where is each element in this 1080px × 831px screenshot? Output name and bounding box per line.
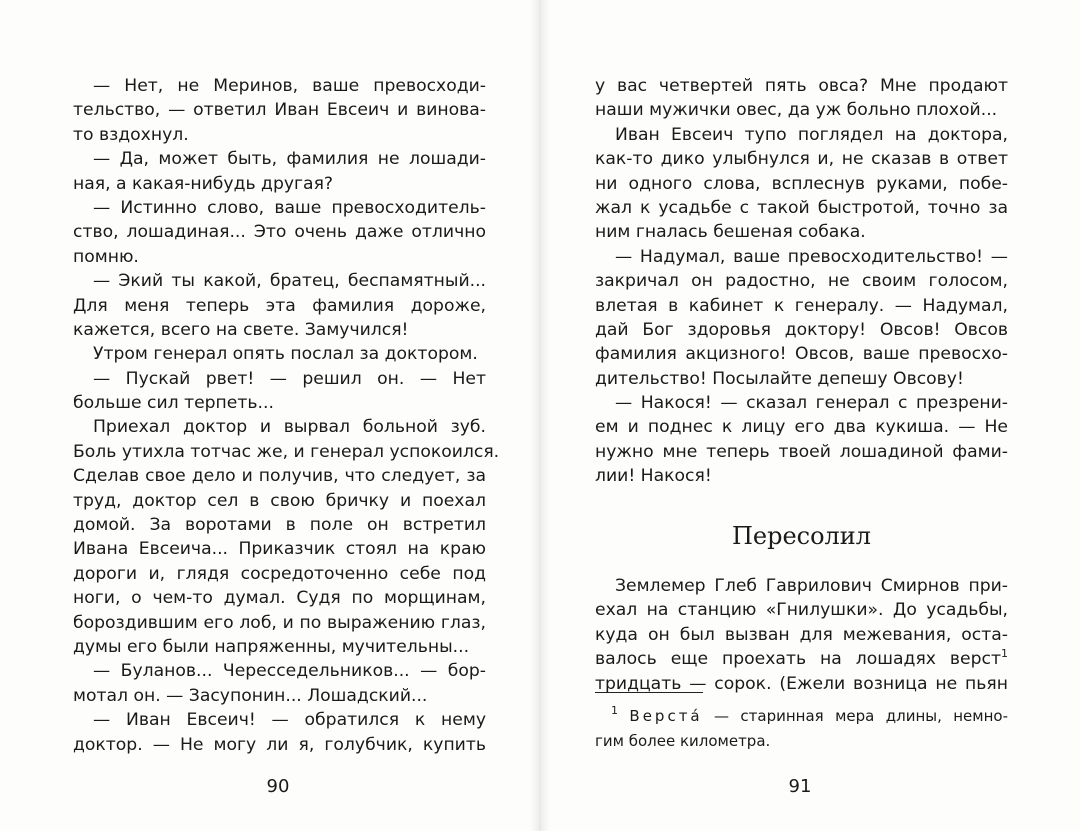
text-line: мотал он. — Засупонин... Лошадский... — [73, 685, 428, 706]
right-page — [540, 0, 1080, 831]
text-line: Сделав свое дело и получив, что следует, за — [73, 466, 486, 487]
text-line: больше сил терпеть... — [73, 393, 274, 414]
text-line: помню. — [73, 246, 139, 267]
text-line: как-то дико улыбнулся и, не сказав в ответ — [595, 149, 1008, 170]
text-line: бороздившим его лоб, и по выражению глаз, — [73, 612, 486, 633]
text-line: тридцать — сорок. (Ежели возница не пьян — [595, 673, 1008, 694]
text-line: ство, лошадиная... Это очень даже отлично — [73, 222, 486, 243]
footnote — [595, 704, 1008, 753]
footnote-text: — старинная мера длины, немно- — [702, 707, 1008, 725]
text-line: жал к усадьбе с такой быстротой, точно за — [595, 197, 1008, 218]
text-line: — Пускай рвет! — решил он. — Нет — [93, 368, 486, 389]
chapter-opening-text — [595, 574, 1008, 696]
text-line: влетая в кабинет к генералу. — Надумал, — [595, 295, 1008, 316]
page-number-right: 91 — [788, 776, 812, 797]
text-line: дороги и, глядя сосредоточенно себе под — [73, 563, 486, 584]
chapter-title: Пересолил — [731, 522, 872, 550]
text-line: домой. За воротами в поле он встретил — [73, 515, 486, 536]
text-line: Приехал доктор и вырвал больной зуб. — [93, 417, 486, 438]
footnote-divider — [595, 692, 703, 693]
text-line: Ивана Евсеича... Приказчик стоял на краю — [73, 539, 486, 560]
text-line: фамилия акцизного! Овсов, ваше превосхо- — [595, 344, 1008, 365]
text-line: у вас четвертей пять овса? Мне продают — [595, 76, 1008, 96]
text-line: — Истинно слово, ваше превосходитель- — [93, 197, 486, 218]
footnote-line — [595, 704, 1008, 729]
footnote-term: Верста́ — [629, 707, 703, 725]
text-line: дай Бог здоровья доктору! Овсов! Овсов — [595, 319, 1008, 340]
text-line: куда он был вызван для межевания, оста- — [595, 624, 1008, 645]
left-page-text — [73, 74, 500, 757]
text-line: ни одного слова, всплеснув руками, побе- — [595, 173, 1008, 194]
text-line: то вздохнул. — [73, 124, 189, 145]
text-line-with-footnote — [595, 647, 1008, 671]
text-line: ная, а какая-нибудь другая? — [73, 173, 334, 194]
text-line: — Нет, не Меринов, ваше превосходи- — [93, 76, 486, 96]
text-line: ехал на станцию «Гнилушки». До усадьбы, — [595, 600, 1008, 621]
text-line: тельство, — ответил Иван Евсеич и винова- — [73, 100, 486, 121]
text-line: ем и поднес к лицу его два кукиша. — Не — [595, 417, 1008, 438]
text-line: закричал он радостно, не своим голосом, — [595, 271, 1008, 292]
right-page-text — [595, 74, 1008, 489]
text-line: дительство! Посылайте депешу Овсову! — [595, 368, 964, 389]
text-line: наши мужички овес, да уж больно плохой... — [595, 100, 998, 121]
text-line: доктор. — Не могу ли я, голубчик, купить — [73, 734, 486, 755]
footnote-line: гим более километра. — [595, 731, 771, 750]
text-line: Иван Евсеич тупо поглядел на доктора, — [615, 124, 1008, 145]
text-line: кажется, всего на свете. Замучился! — [73, 319, 409, 340]
text-line: ним гналась бешеная собака. — [595, 222, 866, 243]
footnote-marker: 1 — [611, 704, 618, 717]
text-line-content: валось еще проехать на лошадях верст — [595, 649, 1001, 670]
text-line: — Накося! — сказал генерал с презрени- — [615, 393, 1008, 414]
page-number-left: 90 — [266, 776, 290, 797]
text-line: ноги, о чем-то думал. Судя по морщинам, — [73, 588, 486, 609]
text-line: труд, доктор сел в свою бричку и поехал — [73, 490, 486, 511]
text-line: Для меня теперь эта фамилия дороже, — [73, 295, 486, 316]
text-line: — Буланов... Чересседельников... — бор- — [93, 661, 486, 682]
footnote-reference[interactable]: 1 — [1001, 647, 1008, 661]
text-line: нужно мне теперь твоей лошадиной фами- — [595, 441, 1008, 462]
text-line: — Иван Евсеич! — обратился к нему — [93, 710, 486, 731]
text-line: Боль утихла тотчас же, и генерал успокоился. — [73, 441, 500, 462]
text-line: Утром генерал опять послал за доктором. — [93, 344, 478, 365]
text-line: — Экий ты какой, братец, беспамятный... — [93, 271, 486, 292]
text-line: — Надумал, ваше превосходительство! — — [615, 246, 1008, 267]
text-line: думы его были напряженны, мучительны... — [73, 636, 470, 657]
text-line: Землемер Глеб Гаврилович Смирнов при- — [615, 576, 1008, 596]
text-line: — Да, может быть, фамилия не лошади- — [93, 149, 486, 170]
text-line: лии! Накося! — [595, 466, 712, 487]
